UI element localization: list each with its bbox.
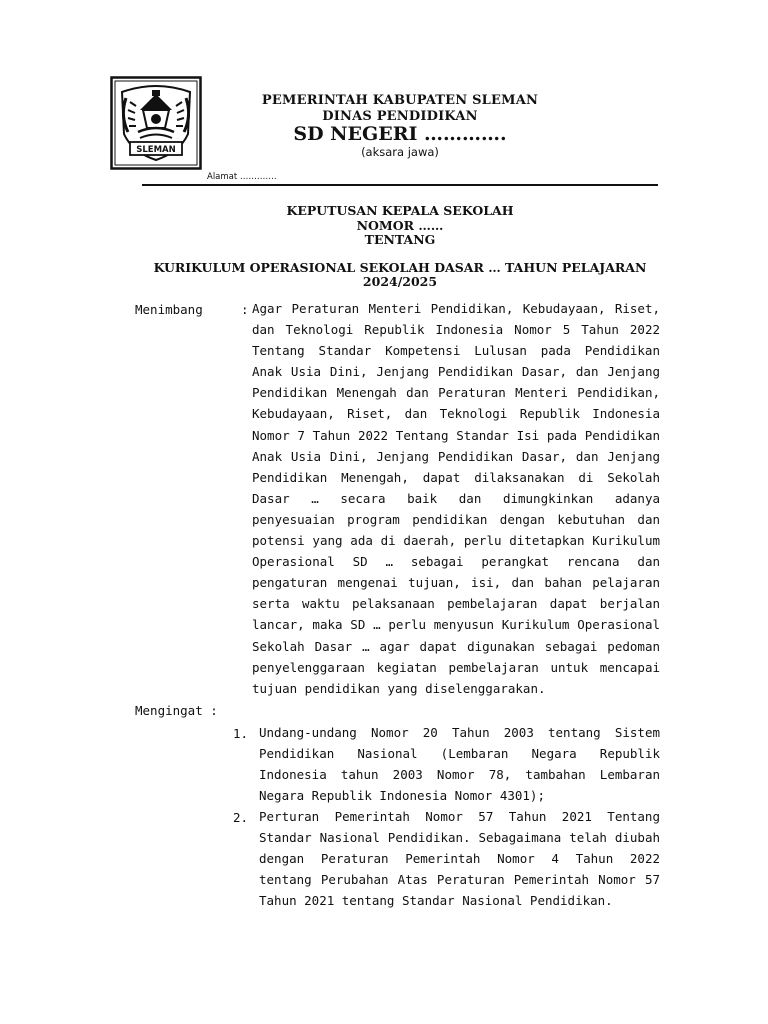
mengingat-item-text: Undang-undang Nomor 20 Tahun 2003 tentang Sistem Pendidikan Nasional (Lembaran Negara Republik Indonesia tahun 2003 Nomor 78, tambahan Lembaran Negara Republik Indonesia Nomor 4301); [259, 725, 660, 804]
address-line: Alamat …………. [207, 172, 277, 182]
mengingat-item-text: Perturan Pemerintah Nomor 57 Tahun 2021 Tentang Standar Nasional Pendidikan. Sebagaimana telah diubah dengan Peraturan Pemerintah Nomor 4 Tahun 2022 tentang Perubahan Atas Peraturan Pemerintah Nomor 57 Tahun 2021 tentang Standar Nasional Pendidikan. [259, 809, 660, 909]
menimbang-label: Menimbang [135, 302, 203, 317]
svg-text:SLEMAN: SLEMAN [136, 145, 176, 155]
javanese-script-note: (aksara jawa) [361, 145, 439, 159]
government-name: PEMERINTAH KABUPATEN SLEMAN [261, 93, 539, 108]
department-name: DINAS PENDIDIKAN [322, 109, 478, 124]
letterhead-divider [142, 184, 658, 186]
school-name: SD NEGERI …………. [293, 123, 507, 145]
mengingat-label: Mengingat : [135, 703, 218, 718]
decree-number: NOMOR …… [356, 218, 444, 233]
menimbang-colon: : [241, 302, 249, 317]
decree-about: TENTANG [364, 232, 436, 247]
decree-title: KEPUTUSAN KEPALA SEKOLAH [286, 203, 514, 218]
sleman-emblem-icon [110, 76, 202, 170]
mengingat-item-number: 2. [233, 810, 249, 825]
decree-subject: KURIKULUM OPERASIONAL SEKOLAH DASAR … TAHUN PELAJARAN [153, 260, 647, 275]
academic-year: 2024/2025 [362, 274, 438, 289]
mengingat-item-number: 1. [233, 726, 249, 741]
sleman-logo [110, 76, 202, 170]
menimbang-text: Agar Peraturan Menteri Pendidikan, Kebudayaan, Riset, dan Teknologi Republik Indonesia Nomor 5 Tahun 2022 Tentang Standar Kompetensi Lulusan pada Pendidikan Anak Usia Dini, Jenjang Pendidikan Dasar, dan Jenjang Pendidikan Menengah dan Peraturan Menteri Pendidikan, Kebudayaan, Riset, dan Teknologi Republik Indonesia Nomor 7 Tahun 2022 Tentang Standar Isi pada Pendidikan Anak Usia Dini, Jenjang Pendidikan Dasar, dan Jenjang Pendidikan Menengah, dapat dilaksanakan di Sekolah Dasar … secara baik dan dimungkinkan adanya penyesuaian program pendidikan dengan kebutuhan dan potensi yang ada di daerah, perlu ditetapkan Kurikulum Operasional SD … sebagai perangkat rencana dan pengaturan mengenai tujuan, isi, dan bahan pelajaran serta waktu pelaksanaan pembelajaran dapat berjalan lancar, maka SD … perlu menyusun Kurikulum Operasional Sekolah Dasar … agar dapat digunakan sebagai pedoman penyelenggaraan kegiatan pembelajaran untuk mencapai tujuan pendidikan yang diselenggarakan. [252, 301, 660, 696]
